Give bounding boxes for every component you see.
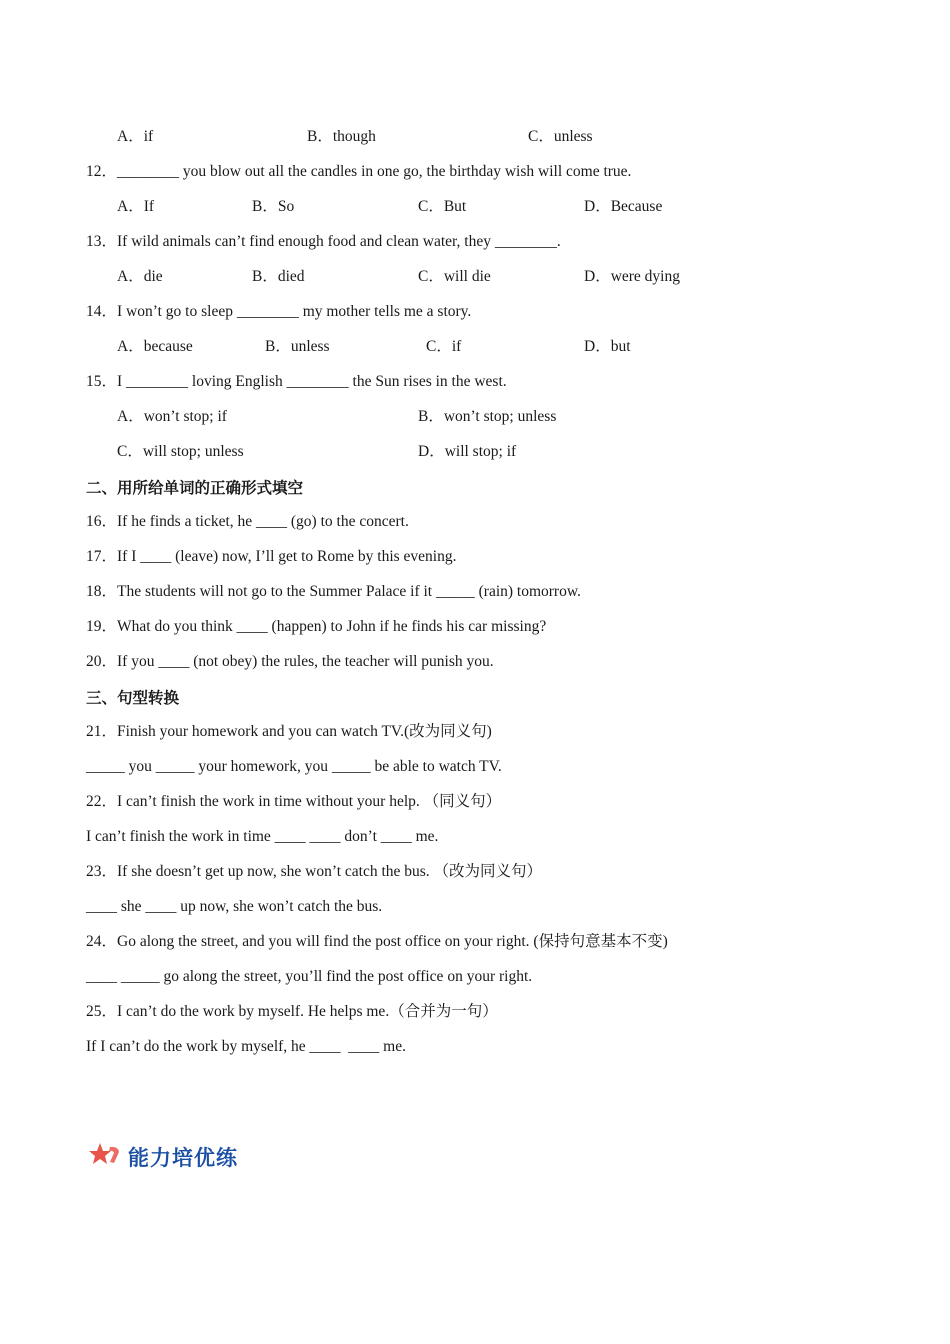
q12-stem: 12．________ you blow out all the candles in one go, the birthday wish will come true. — [86, 163, 632, 180]
q24-stem: 24．Go along the street, and you will find the post office on your right. (保持句意基本不变) — [86, 933, 668, 950]
q25-stem: 25．I can’t do the work by myself. He helps me.（合并为一句） — [86, 1003, 498, 1020]
q13-option-c: C．will die — [418, 268, 491, 285]
q18: 18．The students will not go to the Summer Palace if it _____ (rain) tomorrow. — [86, 583, 581, 600]
q13-option-d: D．were dying — [584, 268, 680, 285]
q22-answer: I can’t finish the work in time ____ ____ don’t ____ me. — [86, 828, 439, 845]
q11-option-a: A．if — [117, 128, 154, 145]
q25-answer: If I can’t do the work by myself, he ____ ____ me. — [86, 1038, 406, 1055]
q13-option-b: B．died — [252, 268, 305, 285]
q11-option-c: C．unless — [528, 128, 593, 145]
q14-option-c: C．if — [426, 338, 462, 355]
q21-answer: _____ you _____ your homework, you _____ be able to watch TV. — [86, 758, 502, 775]
q17: 17．If I ____ (leave) now, I’ll get to Rome by this evening. — [86, 548, 457, 565]
q14-option-b: B．unless — [265, 338, 330, 355]
q20: 20．If you ____ (not obey) the rules, the teacher will punish you. — [86, 653, 494, 670]
q14-option-d: D．but — [584, 338, 631, 355]
q16: 16．If he finds a ticket, he ____ (go) to the concert. — [86, 513, 409, 530]
q19: 19．What do you think ____ (happen) to John if he finds his car missing? — [86, 618, 547, 635]
q21-stem: 21．Finish your homework and you can watch TV.(改为同义句) — [86, 723, 492, 740]
q12-option-d: D．Because — [584, 198, 663, 215]
section-2-heading: 二、用所给单词的正确形式填空 — [86, 479, 304, 497]
q23-answer: ____ she ____ up now, she won’t catch the bus. — [86, 898, 383, 915]
section-badge — [88, 1142, 238, 1172]
star-icon — [88, 1142, 122, 1173]
section-3-heading: 三、句型转换 — [86, 689, 180, 707]
q23-stem: 23．If she doesn’t get up now, she won’t catch the bus. （改为同义句） — [86, 863, 543, 880]
q24-answer: ____ _____ go along the street, you’ll find the post office on your right. — [86, 968, 533, 985]
q12-option-c: C．But — [418, 198, 467, 215]
q13-option-a: A．die — [117, 268, 163, 285]
q22-stem: 22．I can’t finish the work in time without your help. （同义句） — [86, 793, 502, 810]
badge-label: 能力培优练 — [128, 1142, 238, 1172]
q14-option-a: A．because — [117, 338, 193, 355]
q15-option-c: C．will stop; unless — [117, 443, 244, 460]
q11-option-b: B．though — [307, 128, 376, 145]
q12-option-b: B．So — [252, 198, 295, 215]
q12-option-a: A．If — [117, 198, 155, 215]
q15-stem: 15．I ________ loving English ________ the Sun rises in the west. — [86, 373, 507, 390]
q13-stem: 13．If wild animals can’t find enough food and clean water, they ________. — [86, 233, 561, 250]
q15-option-a: A．won’t stop; if — [117, 408, 227, 425]
q14-stem: 14．I won’t go to sleep ________ my mother tells me a story. — [86, 303, 472, 320]
q15-option-b: B．won’t stop; unless — [418, 408, 557, 425]
q15-option-d: D．will stop; if — [418, 443, 517, 460]
